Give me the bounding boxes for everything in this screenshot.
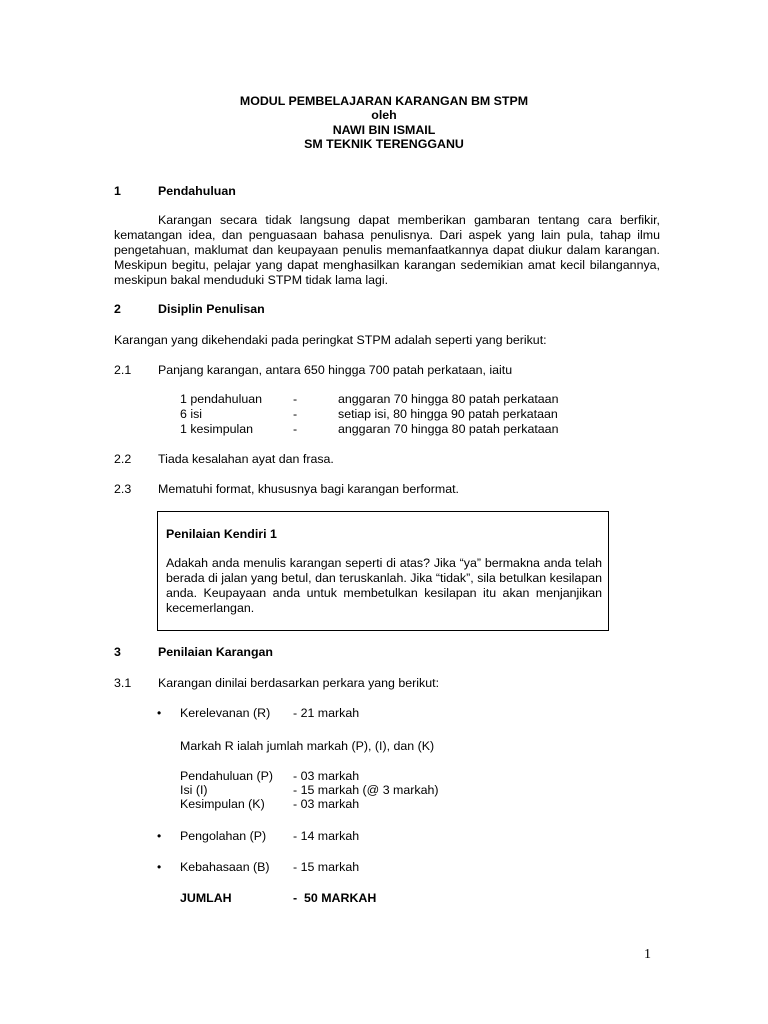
section-1-paragraph: Karangan secara tidak langsung dapat memberikan gambaran tentang cara berfikir, kematangan idea, dan penguasaan bahasa penulisnya. Dari aspek yang lain pula, tahap ilmu pengetahuan, maklumat dan keupayaan penulis memanfaatkannya dapat diukur dalam karangan. Meskipun begitu, pelajar yang dapat menghasilkan karangan sedemikian amat kecil bilangannya, meskipun bakal menduduki STPM tidak lama lagi. <box>114 213 660 287</box>
criterion-processing-label: Pengolahan (P) <box>180 829 267 843</box>
item-2-3-text: Mematuhi format, khususnya bagi karangan berformat. <box>158 482 459 496</box>
length-row-part: 1 kesimpulan <box>180 422 254 436</box>
item-2-1-text: Panjang karangan, antara 650 hingga 700 patah perkataan, iaitu <box>158 363 513 377</box>
self-assessment-title: Penilaian Kendiri 1 <box>166 527 277 541</box>
section-2-number: 2 <box>114 302 121 316</box>
criterion-language-label: Kebahasaan (B) <box>180 860 270 874</box>
length-row-desc: anggaran 70 hingga 80 patah perkataan <box>338 392 559 406</box>
document-title: MODUL PEMBELAJARAN KARANGAN BM STPM <box>239 94 529 108</box>
section-1-heading: Pendahuluan <box>158 184 236 198</box>
item-2-2-text: Tiada kesalahan ayat dan frasa. <box>158 452 334 466</box>
author-name: NAWI BIN ISMAIL <box>332 123 436 137</box>
school-name: SM TEKNIK TERENGGANU <box>304 137 464 151</box>
relevance-note: Markah R ialah jumlah markah (P), (I), dan (K) <box>180 739 435 753</box>
total-score: 50 MARKAH <box>304 891 377 905</box>
length-row-part: 6 isi <box>180 407 203 421</box>
section-2-intro: Karangan yang dikehendaki pada peringkat STPM adalah seperti yang berikut: <box>114 333 547 347</box>
self-assessment-body: Adakah anda menulis karangan seperti di atas? Jika “ya” bermakna anda telah berada di jalan yang betul, dan teruskanlah. Jika “tidak”, sila betulkan kesilapan anda. Keupayaan anda untuk membetulkan kesilapan itu akan menjanjikan kecemerlangan. <box>166 556 602 615</box>
length-row-desc: anggaran 70 hingga 80 patah perkataan <box>338 422 559 436</box>
length-row-part: 1 pendahuluan <box>180 392 262 406</box>
section-1-number: 1 <box>114 184 121 198</box>
criterion-processing-score: - 14 markah <box>293 829 360 843</box>
length-row-dash: - <box>293 422 298 436</box>
bullet-icon: • <box>157 706 162 720</box>
breakdown-score: - 15 markah (@ 3 markah) <box>293 783 439 797</box>
breakdown-score: - 03 markah <box>293 769 360 783</box>
total-label: JUMLAH <box>180 891 232 905</box>
breakdown-label: Isi (I) <box>180 783 208 797</box>
bullet-icon: • <box>157 860 162 874</box>
criterion-language-score: - 15 markah <box>293 860 360 874</box>
item-3-1-text: Karangan dinilai berdasarkan perkara yang berikut: <box>158 676 440 690</box>
byline: oleh <box>371 108 397 122</box>
item-2-1-number: 2.1 <box>114 363 132 377</box>
section-3-number: 3 <box>114 645 121 659</box>
breakdown-label: Kesimpulan (K) <box>180 797 265 811</box>
total-dash: - <box>293 891 298 905</box>
length-row-desc: setiap isi, 80 hingga 90 patah perkataan <box>338 407 558 421</box>
length-row-dash: - <box>293 392 298 406</box>
item-2-3-number: 2.3 <box>114 482 132 496</box>
bullet-icon: • <box>157 829 162 843</box>
page-number: 1 <box>644 947 651 962</box>
length-row-dash: - <box>293 407 298 421</box>
item-2-2-number: 2.2 <box>114 452 132 466</box>
item-3-1-number: 3.1 <box>114 676 132 690</box>
criterion-relevance-label: Kerelevanan (R) <box>180 706 271 720</box>
breakdown-score: - 03 markah <box>293 797 360 811</box>
section-2-heading: Disiplin Penulisan <box>158 302 265 316</box>
section-3-heading: Penilaian Karangan <box>158 645 273 659</box>
breakdown-label: Pendahuluan (P) <box>180 769 273 783</box>
criterion-relevance-score: - 21 markah <box>293 706 360 720</box>
